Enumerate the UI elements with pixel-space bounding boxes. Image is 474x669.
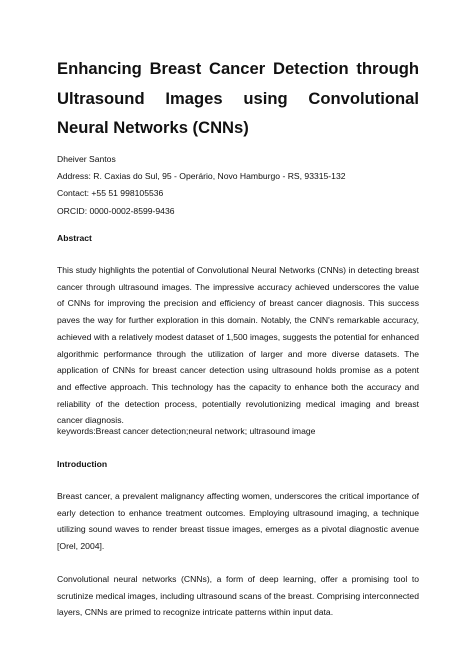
introduction-paragraph-1: Breast cancer, a prevalent malignancy affecting women, underscores the critical importance of early detection to enhance treatment outcomes. Employing ultrasound imaging, a technique utilizing sound waves to render breast tissue images, emerges as a pivotal diagnostic avenue [Orel, 2004]. <box>57 491 419 552</box>
author-address: Address: R. Caxias do Sul, 95 - Operário, Novo Hamburgo - RS, 93315-132 <box>57 171 346 182</box>
author-contact: Contact: +55 51 998105536 <box>57 188 164 199</box>
abstract-heading: Abstract <box>57 233 92 243</box>
author-orcid: ORCID: 0000-0002-8599-9436 <box>57 205 175 216</box>
introduction-paragraph-2: Convolutional neural networks (CNNs), a form of deep learning, offer a promising tool to scrutinize medical images, including ultrasound scans of the breast. Comprising interconnected layers, CNNs are primed to recognize intricate patterns within input data. <box>57 574 419 618</box>
introduction-heading: Introduction <box>57 459 108 469</box>
author-name: Dheiver Santos <box>57 154 116 164</box>
abstract-text: This study highlights the potential of Convolutional Neural Networks (CNNs) in detecting breast cancer through ultrasound images. The impressive accuracy achieved underscores the value of CNNs for improving the precision and efficiency of breast cancer diagnosis. This success paves the way for further exploration in this domain. Notably, the CNN's remarkable accuracy, achieved with a relatively modest dataset of 1,500 images, suggests the potential for enhanced algorithmic performance through the utilization of larger and more diverse datasets. The application of CNNs for breast cancer detection using ultrasound holds promise as a potent and effective approach. This technology has the capacity to enhance both the accuracy and reliability of the detection process, potentially revolutionizing medical imaging and breast cancer diagnosis. <box>57 265 419 426</box>
author-block <box>57 151 427 220</box>
paper-title: Enhancing Breast Cancer Detection through Ultrasound Images using Convolutional Neural Networks (CNNs) <box>57 59 419 137</box>
keywords: keywords:Breast cancer detection;neural network; ultrasound image <box>57 426 316 436</box>
